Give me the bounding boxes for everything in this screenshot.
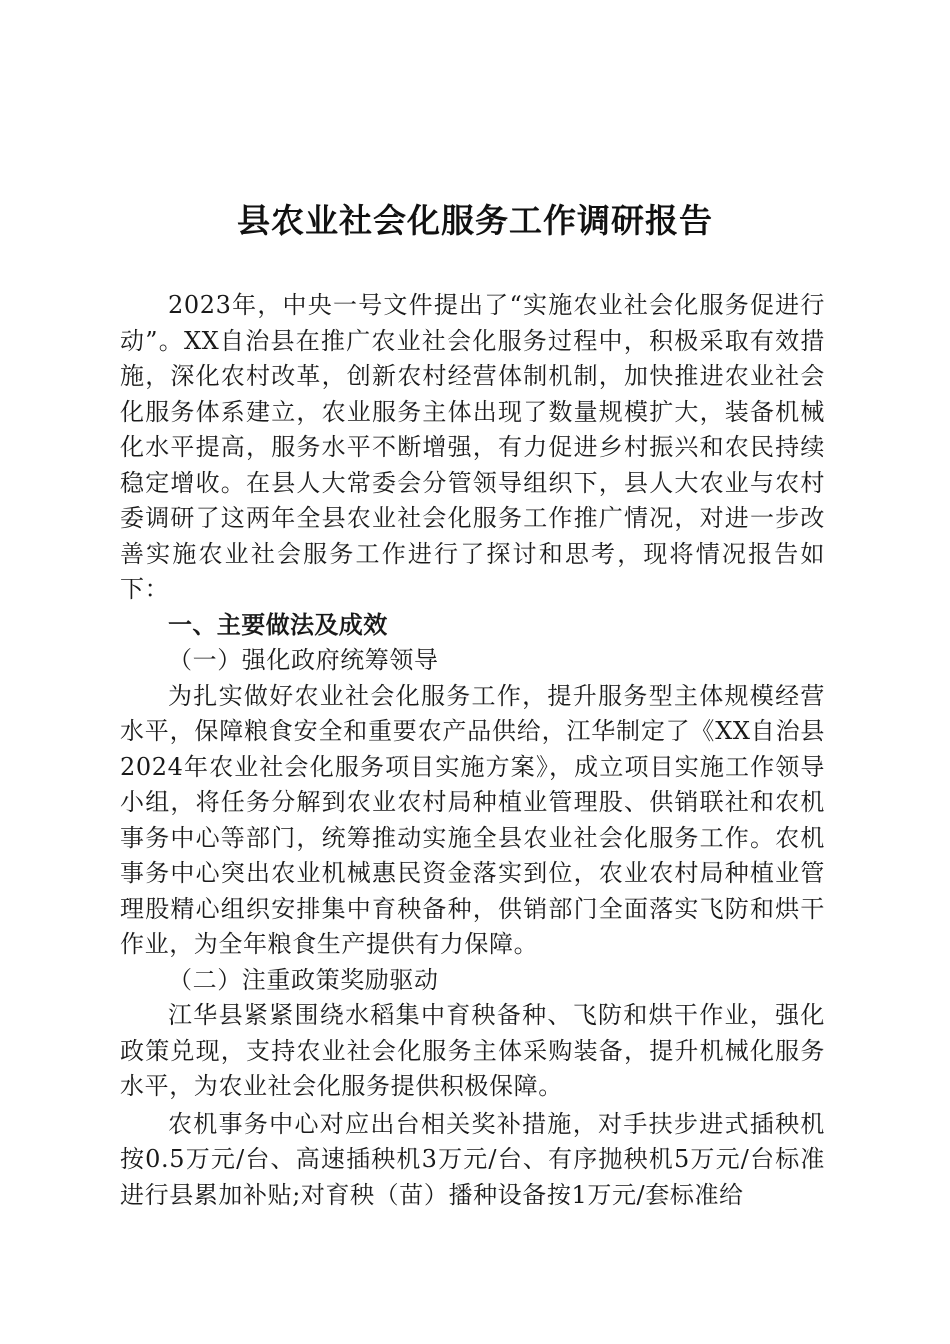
document-title: 县农业社会化服务工作调研报告 [237,201,713,240]
intro-paragraph: 2023年，中央一号文件提出了“实施农业社会化服务促进行动”。XX自治县在推广农业社会化服务过程中，积极采取有效措施，深化农村改革，创新农村经营体制机制，加快推进农业社会化服务体系建立，农业服务主体出现了数量规模扩大，装备机械化水平提高，服务水平不断增强，有力促进乡村振兴和农民持续稳定增收。在县人大常委会分管领导组织下，县人大农业与农村委调研了这两年全县农业社会化服务工作推广情况，对进一步改善实施农业社会服务工作进行了探讨和思考，现将情况报告如下： [120,291,825,603]
subsection-heading-2: （二）注重政策奖励驱动 [168,965,439,994]
section-heading-1: 一、主要做法及成效 [168,610,388,639]
subsection-2-paragraph-1: 江华县紧紧围绕水稻集中育秧备种、飞防和烘干作业，强化政策兑现，支持农业社会化服务主体采购装备，提升机械化服务水平，为农业社会化服务提供积极保障。 [120,1001,825,1100]
subsection-heading-1: （一）强化政府统筹领导 [168,646,439,674]
document-body [120,288,825,1213]
subsection-2-paragraph-2: 农机事务中心对应出台相关奖补措施，对手扶步进式插秧机按0.5万元/台、高速插秧机3万元/台、有序抛秧机5万元/台标准进行县累加补贴;对育秧（苗）播种设备按1万元/套标准给 [120,1109,825,1209]
subsection-1-paragraph: 为扎实做好农业社会化服务工作，提升服务型主体规模经营水平，保障粮食安全和重要农产品供给，江华制定了《XX自治县2024年农业社会化服务项目实施方案》，成立项目实施工作领导小组，将任务分解到农业农村局种植业管理股、供销联社和农机事务中心等部门，统筹推动实施全县农业社会化服务工作。农机事务中心突出农业机械惠民资金落实到位，农业农村局种植业管理股精心组织安排集中育秧备种，供销部门全面落实飞防和烘干作业，为全年粮食生产提供有力保障。 [120,681,825,958]
